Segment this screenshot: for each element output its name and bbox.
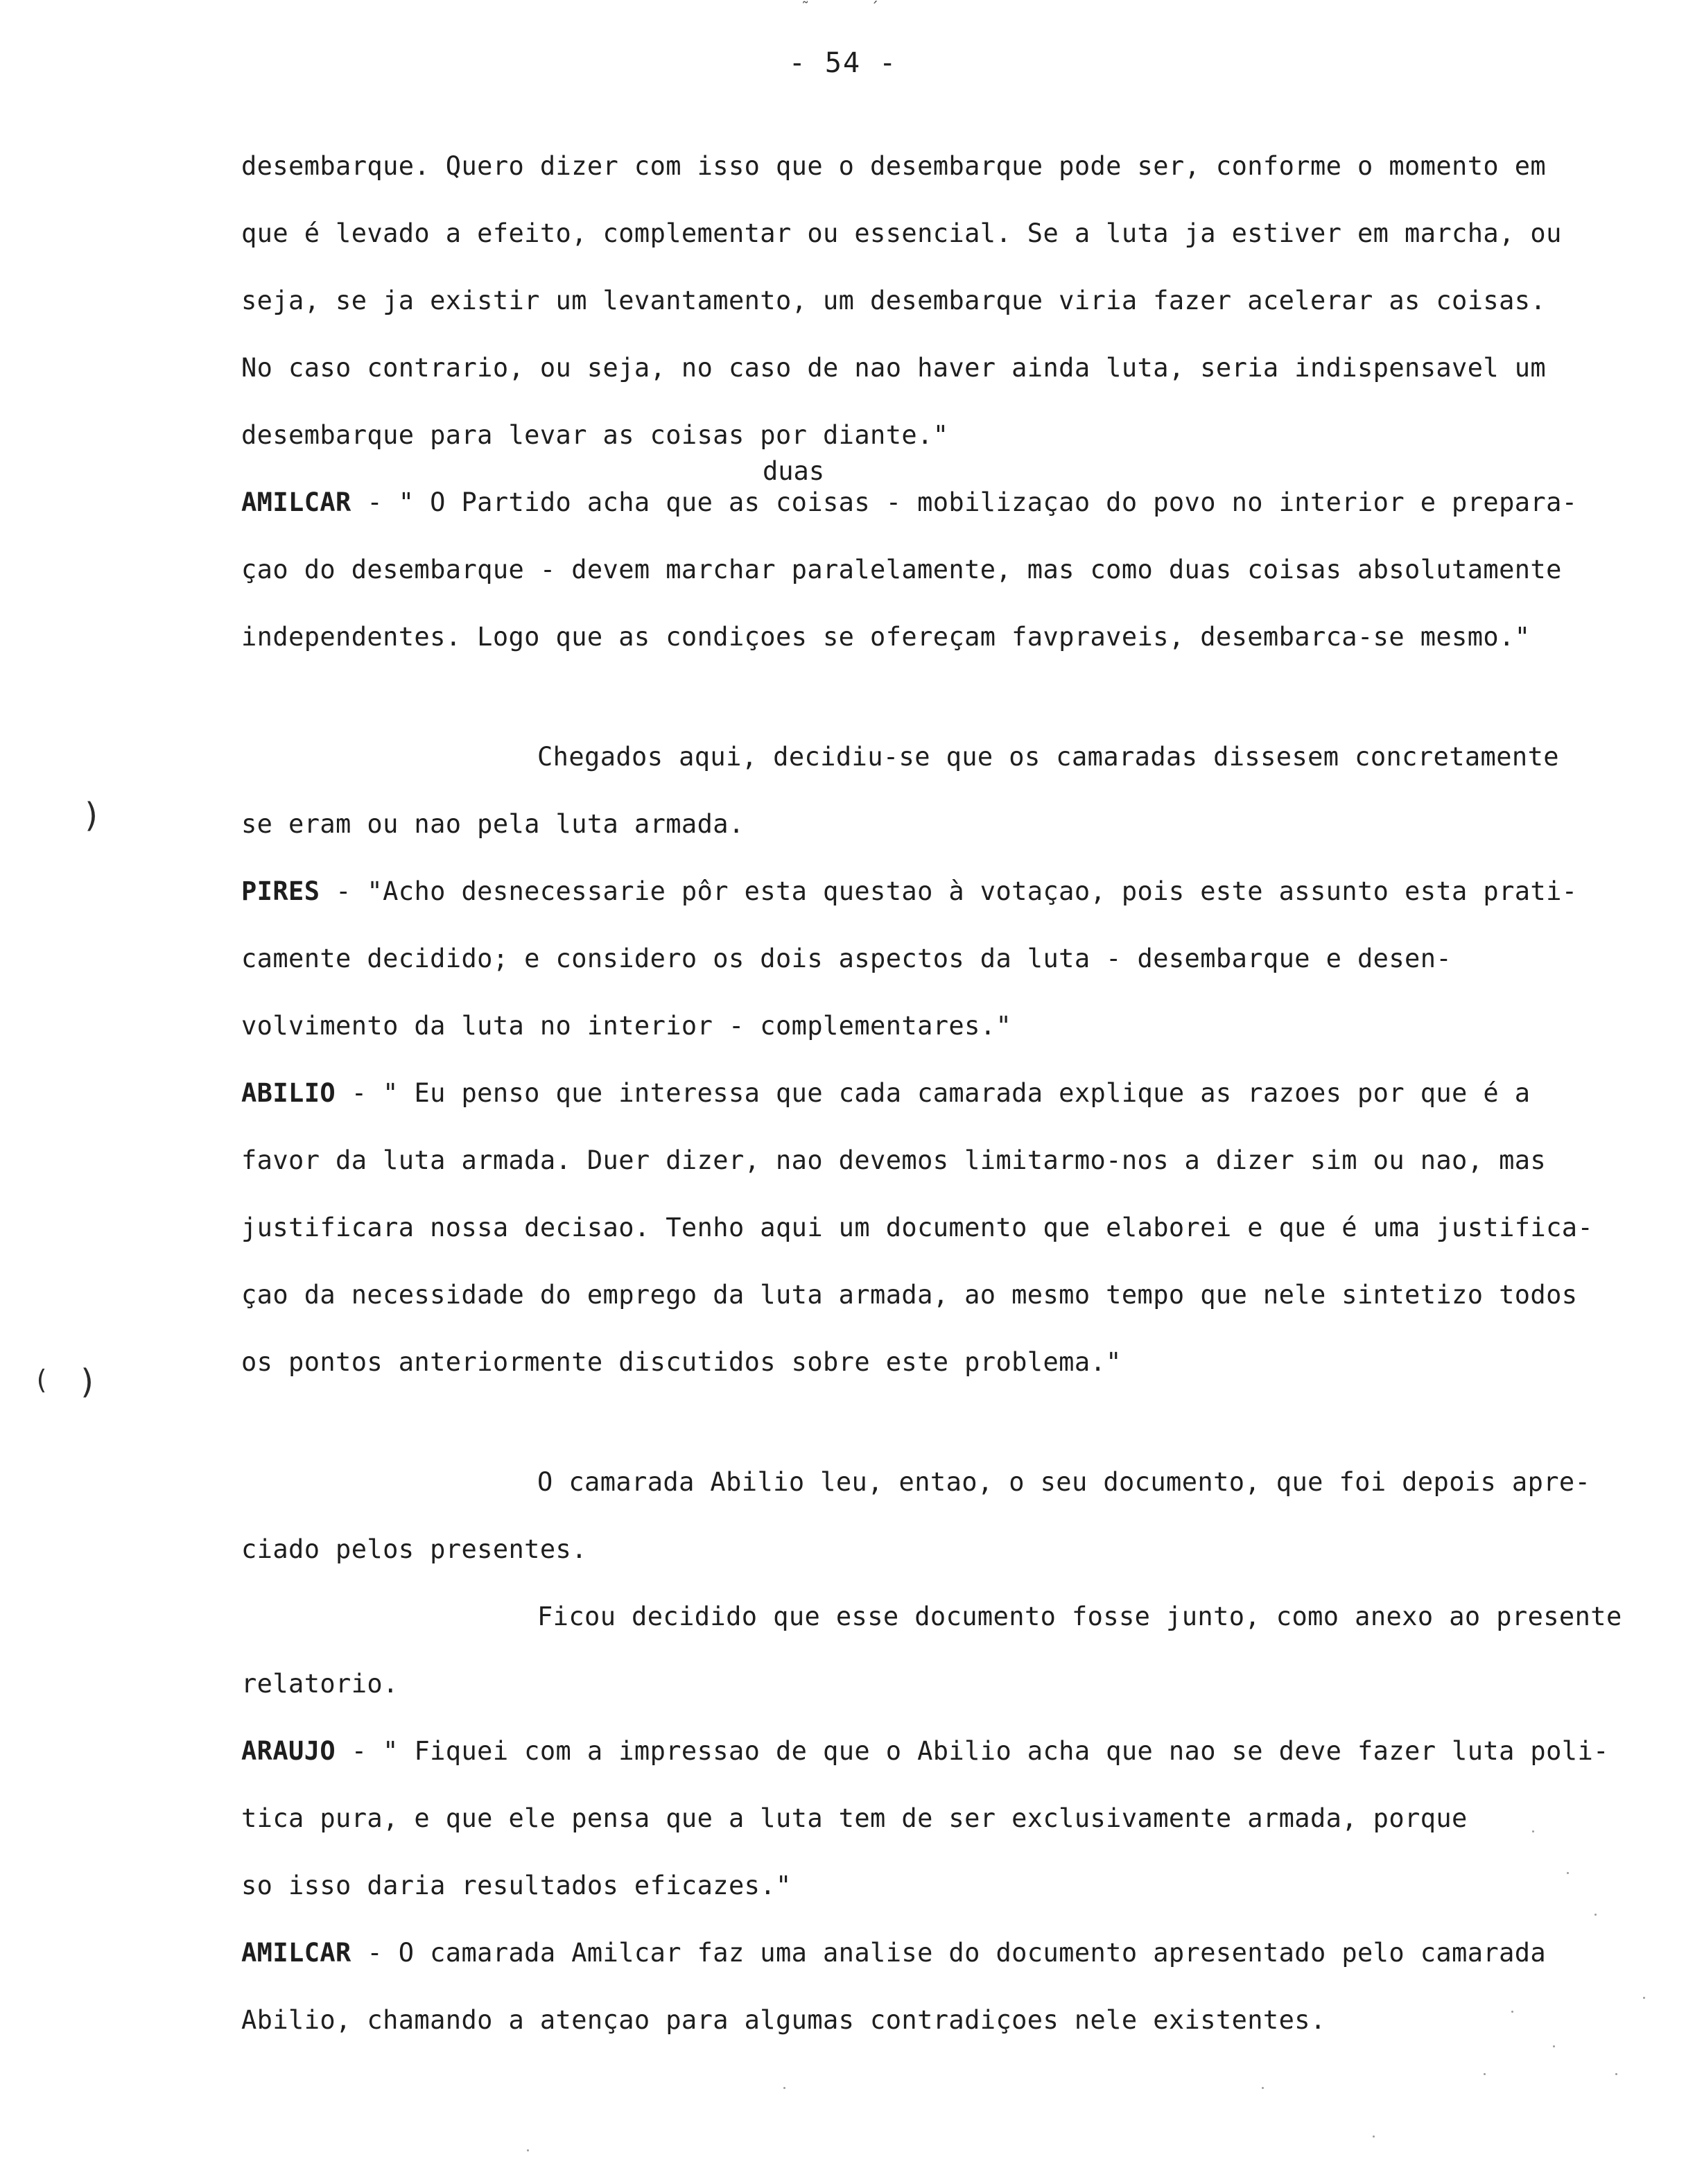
scan-speck [783, 2087, 785, 2089]
dialogue-line [241, 1078, 1530, 1109]
page-number: - 54 - [788, 47, 898, 79]
text-line: Ficou decidido que esse documento fosse junto, como anexo ao presente [537, 1602, 1622, 1631]
scan-speck [1567, 1872, 1569, 1874]
margin-bracket-mark: ) [78, 1362, 98, 1401]
scan-speck [527, 2149, 529, 2151]
text-line: camente decidido; e considero os dois aspectos da luta - desembarque e desen- [241, 944, 1452, 973]
interlinear-note: duas [763, 456, 825, 486]
text-line: independentes. Logo que as condiçoes se ofereçam favpraveis, desembarca-se mesmo." [241, 622, 1531, 652]
scan-speck [1373, 2135, 1375, 2138]
scan-artifact: ´ [870, 0, 880, 17]
scan-speck [1262, 2087, 1264, 2089]
text-line: çao do desembarque - devem marchar paralelamente, mas como duas coisas absolutamente [241, 555, 1562, 584]
speaker-name: AMILCAR [241, 1938, 351, 1968]
text-line: Chegados aqui, decidiu-se que os camaradas dissesem concretamente [537, 742, 1559, 772]
scan-speck [1553, 2045, 1555, 2047]
text-line: O camarada Abilio leu, entao, o seu documento, que foi depois apre- [537, 1467, 1591, 1497]
text-line: os pontos anteriormente discutidos sobre este problema." [241, 1347, 1122, 1377]
text-line: favor da luta armada. Duer dizer, nao devemos limitarmo-nos a dizer sim ou nao, mas [241, 1145, 1547, 1175]
margin-bracket-mark: ) [82, 796, 102, 835]
text-line: justificara nossa decisao. Tenho aqui um documento que elaborei e que é uma justifica- [241, 1213, 1594, 1242]
dialogue-text: - " Fiquei com a impressao de que o Abilio acha que nao se deve fazer luta poli- [336, 1736, 1609, 1766]
text-line: desembarque. Quero dizer com isso que o desembarque pode ser, conforme o momento em [241, 151, 1547, 181]
dialogue-text: - O camarada Amilcar faz uma analise do documento apresentado pelo camarada [351, 1938, 1547, 1968]
scan-speck [1643, 1997, 1645, 1999]
dialogue-line [241, 487, 1577, 518]
dialogue-text: - " O Partido acha que as coisas - mobilizaçao do povo no interior e prepara- [351, 487, 1578, 517]
text-line: so isso daria resultados eficazes." [241, 1871, 792, 1900]
dialogue-text: - " Eu penso que interessa que cada camarada explique as razoes por que é a [336, 1078, 1531, 1108]
text-line: tica pura, e que ele pensa que a luta tem de ser exclusivamente armada, porque [241, 1803, 1468, 1833]
scan-speck [1511, 2011, 1513, 2013]
scan-speck [1594, 1914, 1597, 1916]
scan-artifact: ˜ [801, 0, 810, 17]
scan-speck [1615, 2073, 1617, 2075]
text-line: relatorio. [241, 1669, 399, 1699]
scan-speck [1532, 1830, 1534, 1832]
text-line: No caso contrario, ou seja, no caso de nao haver ainda luta, seria indispensavel um [241, 353, 1547, 383]
text-line: çao da necessidade do emprego da luta armada, ao mesmo tempo que nele sintetizo todos [241, 1280, 1578, 1310]
dialogue-line [241, 876, 1577, 907]
text-line: seja, se ja existir um levantamento, um desembarque viria fazer acelerar as coisas. [241, 286, 1547, 315]
margin-bracket-mark: ( [33, 1364, 49, 1395]
speaker-name: ABILIO [241, 1078, 336, 1108]
text-line: ciado pelos presentes. [241, 1534, 587, 1564]
text-line: volvimento da luta no interior - complementares." [241, 1011, 1012, 1041]
scan-speck [1484, 2073, 1486, 2075]
text-line: desembarque para levar as coisas por diante." [241, 420, 949, 450]
dialogue-line [241, 1736, 1609, 1767]
speaker-name: AMILCAR [241, 487, 351, 517]
dialogue-text: - "Acho desnecessarie pôr esta questao à votaçao, pois este assunto esta prati- [320, 876, 1578, 906]
speaker-name: ARAUJO [241, 1736, 336, 1766]
text-line: se eram ou nao pela luta armada. [241, 809, 745, 839]
dialogue-line [241, 1938, 1546, 1968]
text-line: Abilio, chamando a atençao para algumas contradiçoes nele existentes. [241, 2005, 1326, 2035]
speaker-name: PIRES [241, 876, 320, 906]
text-line: que é levado a efeito, complementar ou essencial. Se a luta ja estiver em marcha, ou [241, 218, 1562, 248]
